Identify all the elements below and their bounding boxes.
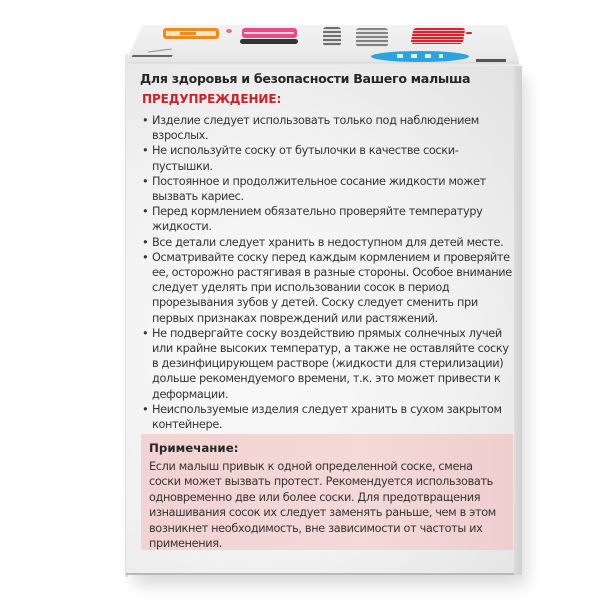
package-text [142, 70, 514, 432]
pink-logo-subbar-icon [240, 39, 298, 44]
warning-title: ПРЕДУПРЕЖДЕНИЕ: [142, 92, 282, 106]
red-dash-icon [466, 32, 472, 34]
pink-dots-icon [226, 29, 232, 33]
box-right-side [514, 66, 522, 575]
warning-item: • Осматривайте соску перед каждым кормлением и проверяйте ее, осторожно растягивая в разные стороны. Особое внимание следует уделять при использовании сосок в период прорезывания зубов у детей. Соску следует сменить при первых признаках повреждений или растяжений. [142, 250, 514, 326]
warning-item: • Изделие следует использовать только под наблюдением взрослых. [142, 113, 514, 143]
lid-tab-right [476, 59, 506, 62]
warning-item: • Все детали следует хранить в недоступном для детей месте. [142, 235, 514, 250]
warning-item: • Неиспользуемые изделия следует хранить в сухом закрытом контейнере. [142, 402, 514, 432]
note-text: Если малыш привык к одной определенной соске, смена соски может вызвать протест. Рекомендуется использовать одновременно две или более соски. Для предотвращения изнашивания сосок их следует заменять раньше, чем в этом возникнет необходимость, вне зависимости от частоты их применения. [149, 460, 496, 551]
warnings-list [142, 113, 514, 432]
warning-item: • Не используйте соску от бутылочки в качестве соски-пустышки. [142, 143, 514, 173]
pink-logo-icon [242, 28, 297, 38]
headline: Для здоровья и безопасности Вашего малыша [140, 71, 471, 86]
blue-oval-logo-icon [371, 51, 469, 62]
lid-text-block-icon [323, 27, 341, 46]
orange-logo-icon [163, 28, 219, 39]
note-box [141, 434, 513, 550]
warning-item: • Постоянное и продолжительное сосание жидкости может вызвать кариес. [142, 174, 514, 204]
red-brand-logo-icon [411, 28, 466, 44]
lid-text-block-icon [356, 28, 388, 47]
warning-item: • Не подвергайте соску воздействию прямых солнечных лучей или крайне высоких температур, а также не оставляйте соску в дезинфицирующем растворе (жидкости для стерилизации) дольше рекомендуемого времени, т.к. это может привести к деформации. [142, 326, 514, 402]
lid-tab-left [129, 55, 172, 61]
note-title: Примечание: [149, 441, 239, 455]
warning-item: • Перед кормлением обязательно проверяйте температуру жидкости. [142, 204, 514, 234]
